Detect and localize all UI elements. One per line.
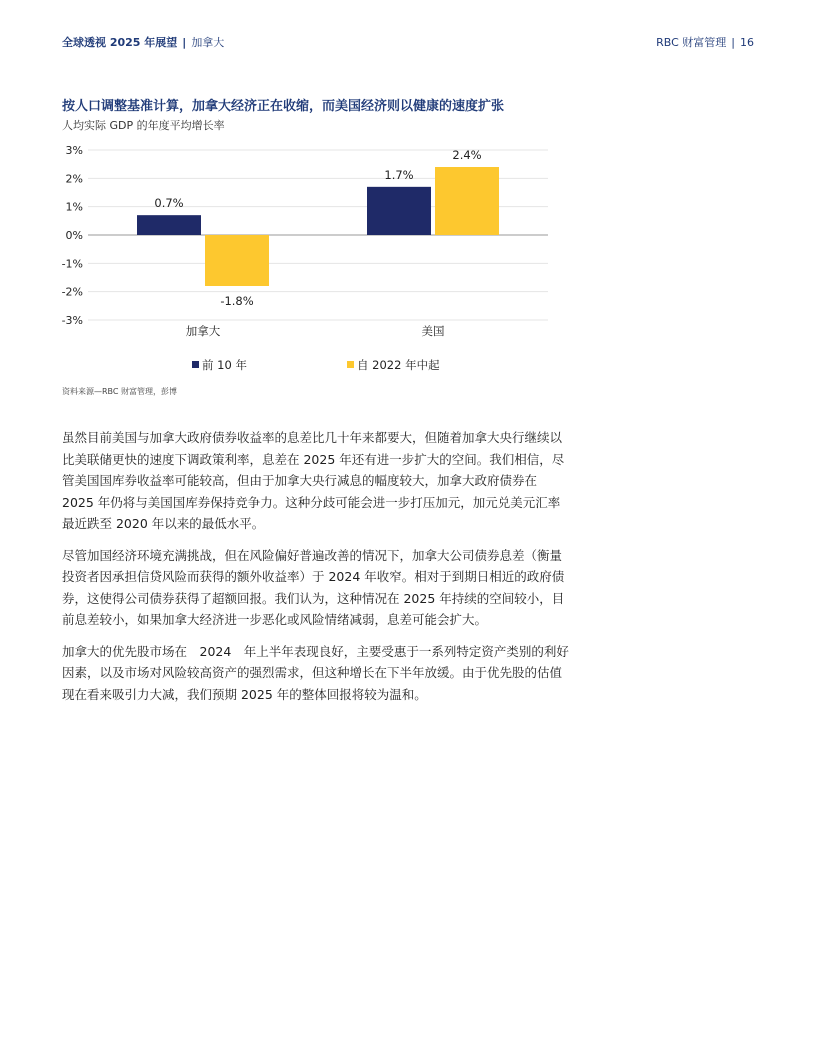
data-label: -1.8% [220,294,254,308]
chart-title: 按人口调整基准计算，加拿大经济正在收缩，而美国经济则以健康的速度扩张 [62,99,505,114]
legend-swatch [192,361,199,368]
page-number: 16 [740,36,754,49]
bar-chart [62,138,562,348]
y-tick-label: 2% [65,172,83,186]
data-label: 1.7% [384,167,414,182]
legend-swatch [347,361,354,368]
y-tick-label: -3% [62,314,83,327]
paragraph: 加拿大的优先股市场在 2024 年上半年表现良好，主要受惠于一系列特定资产类别的利好因素，以及市场对风险较高资产的强烈需求，但这种增长在下半年放缓。由于优先股的估值现在看来吸引力大减，我们预期 2025 年的整体回报将较为温和。 [62,643,569,702]
report-title: 全球透视 2025 年展望 [62,36,178,49]
legend-label: 自 2022 年中起 [357,358,440,372]
chart-subtitle: 人均实际 GDP 的年度平均增长率 [62,119,225,132]
y-tick-label: -1% [62,257,83,271]
data-label: 2.4% [452,148,482,162]
y-tick-label: 3% [65,144,83,157]
section-name: 加拿大 [191,36,225,49]
body-text [62,427,572,715]
y-tick-label: 0% [65,229,83,242]
y-tick-label: 1% [65,200,83,214]
paragraph: 虽然目前美国与加拿大政府债券收益率的息差比几十年来都要大，但随着加拿大央行继续以比美联储更快的速度下调政策利率，息差在 2025 年还有进一步扩大的空间。我们相信，尽管美国国库券收益率可能较高，但由于加拿大央行减息的幅度较大，加拿大政府债券在 2025 年仍将与美国国库券保持竞争力。这种分歧可能会进一步打压加元，加元兑美元汇率最近跌至 2020 年以来的最低水平。 [62,430,565,531]
header-separator: | [731,36,735,49]
legend-label: 前 10 年 [202,358,247,372]
legend-item [347,357,440,373]
x-category-label: 加拿大 [185,324,221,338]
data-label: 0.7% [154,196,184,211]
bar [137,215,201,235]
bar [435,167,499,235]
report-header [62,34,224,50]
y-tick-label: -2% [62,285,83,299]
legend-item [192,357,247,373]
x-category-label: 美国 [421,324,445,338]
paragraph: 尽管加国经济环境充满挑战，但在风险偏好普遍改善的情况下，加拿大公司债券息差（衡量投资者因承担信贷风险而获得的额外收益率）于 2024 年收窄。相对于到期日相近的政府债券，这使得公司债券获得了超额回报。我们认为，这种情况在 2025 年持续的空间较小，目前息差较小，如果加拿大经济进一步恶化或风险情绪减弱，息差可能会扩大。 [62,547,565,627]
bar [367,187,431,235]
header-separator: | [182,36,187,49]
source-note: 资料来源—RBC 财富管理，彭博 [62,387,178,396]
brand-header [656,34,754,50]
brand-name: RBC 财富管理 [656,36,727,49]
bar [205,235,269,286]
